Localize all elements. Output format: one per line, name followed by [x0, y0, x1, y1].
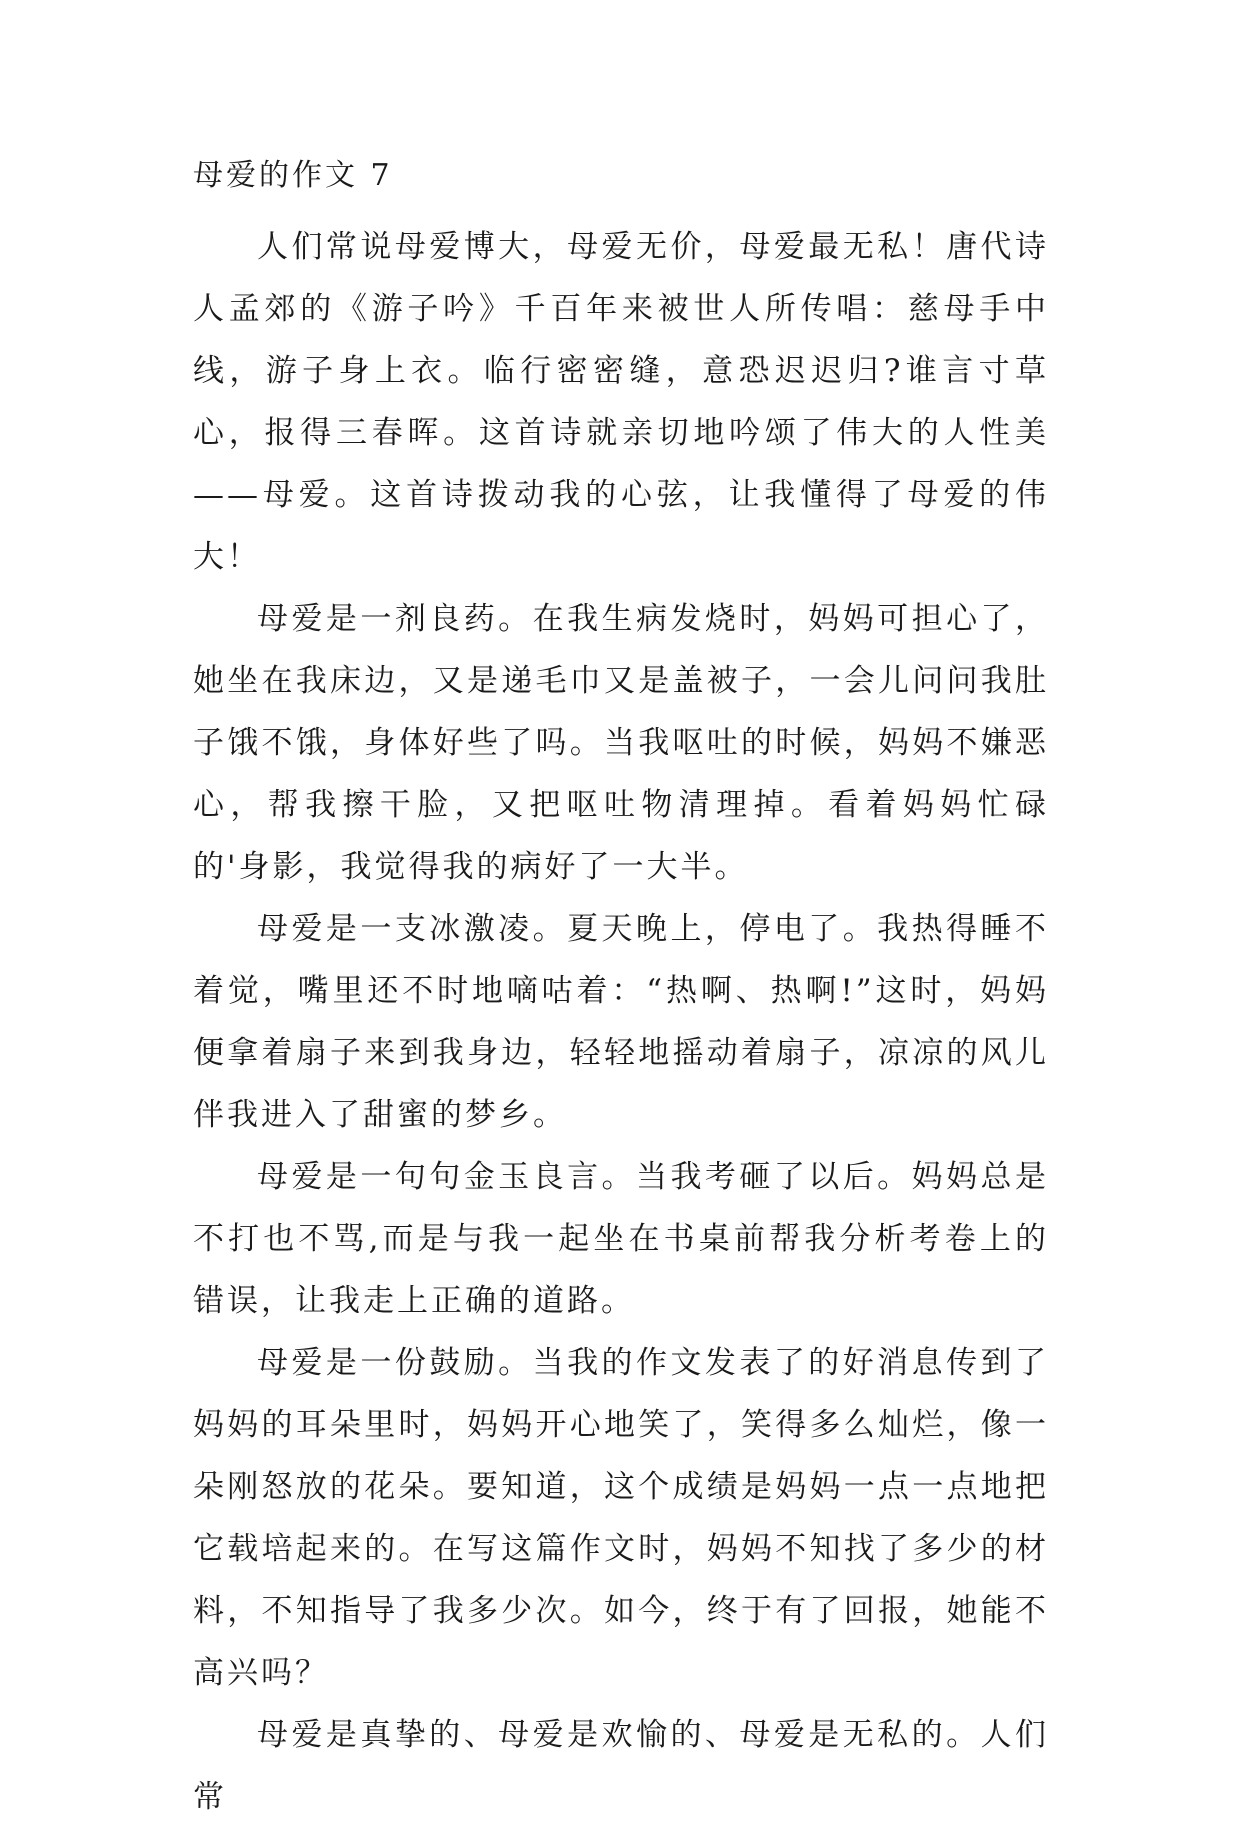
paragraph-conclusion: 母爱是真挚的、母爱是欢愉的、母爱是无私的。人们常	[193, 1717, 1049, 1815]
paragraph-advice: 母爱是一句句金玉良言。当我考砸了以后。妈妈总是不打也不骂,而是与我一起坐在书桌前帮我分析考卷上的错误，让我走上正确的道路。	[193, 1159, 1049, 1319]
paragraph-encouragement: 母爱是一份鼓励。当我的作文发表了的好消息传到了妈妈的耳朵里时，妈妈开心地笑了，笑得多么灿烂，像一朵刚怒放的花朵。要知道，这个成绩是妈妈一点一点地把它载培起来的。在写这篇作文时，妈妈不知找了多少的材料，不知指导了我多少次。如今，终于有了回报，她能不高兴吗？	[193, 1345, 1049, 1691]
paragraph-medicine: 母爱是一剂良药。在我生病发烧时，妈妈可担心了，她坐在我床边，又是递毛巾又是盖被子，一会儿问问我肚子饿不饿，身体好些了吗。当我呕吐的时候，妈妈不嫌恶心，帮我擦干脸，又把呕吐物清理掉。看着妈妈忙碌的'身影，我觉得我的病好了一大半。	[193, 601, 1049, 885]
document-title: 母爱的作文 7	[193, 158, 393, 193]
document-body	[193, 158, 1049, 1828]
paragraph-ice-cream: 母爱是一支冰激凌。夏天晚上，停电了。我热得睡不着觉，嘴里还不时地嘀咕着：“热啊、热啊!”这时，妈妈便拿着扇子来到我身边，轻轻地摇动着扇子，凉凉的风儿伴我进入了甜蜜的梦乡。	[193, 911, 1049, 1133]
paragraph-intro: 人们常说母爱博大，母爱无价，母爱最无私！唐代诗人孟郊的《游子吟》千百年来被世人所传唱：慈母手中线，游子身上衣。临行密密缝，意恐迟迟归?谁言寸草心，报得三春晖。这首诗就亲切地吟颂了伟大的人性美——母爱。这首诗拨动我的心弦，让我懂得了母爱的伟大！	[193, 229, 1049, 575]
